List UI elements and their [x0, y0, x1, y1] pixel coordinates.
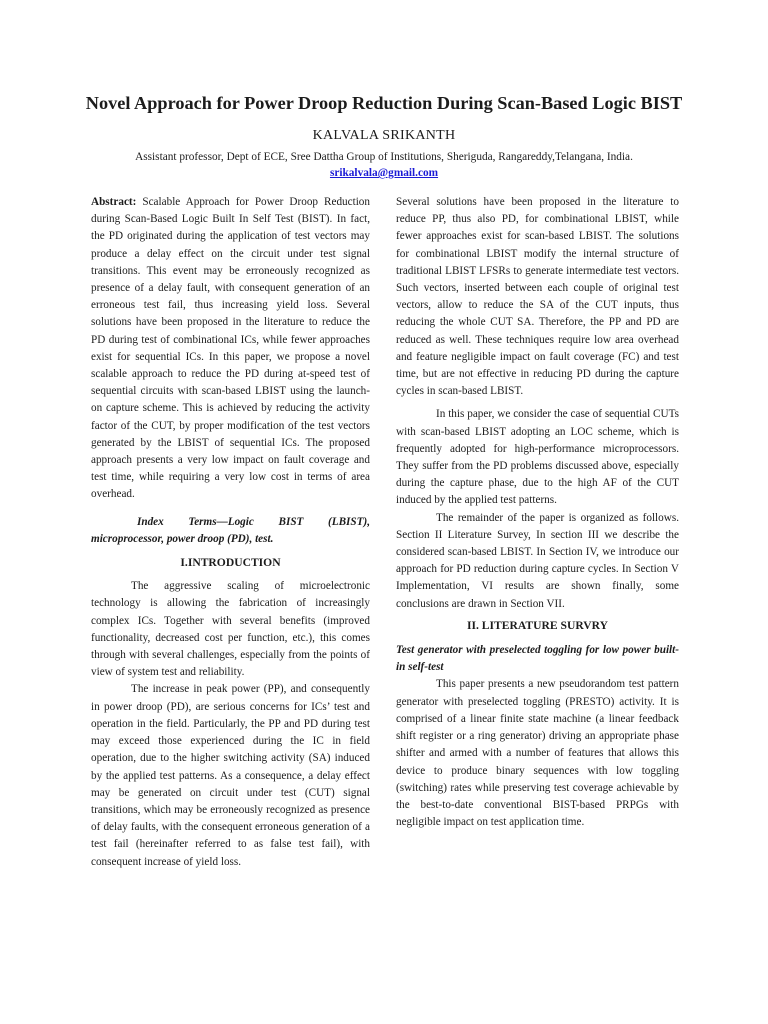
index-terms: Index Terms—Logic BIST (LBIST), microprocessor, power droop (PD), test.: [91, 515, 370, 545]
body-paragraph: In this paper, we consider the case of sequential CUTs with scan-based LBIST adopting an LOC scheme, which is frequently adopted for high-performance microprocessors. They suffer from the PD problems discussed above, especially during the capture phase, due to the high AF of the CUT induced by the applied test patterns.: [396, 408, 679, 507]
left-column: [91, 194, 370, 871]
author-name: KALVALA SRIKANTH: [312, 128, 456, 143]
body-paragraph: The remainder of the paper is organized as follows. Section II Literature Survey, In section III we describe the considered scan-based LBIST. In Section IV, we introduce our approach for PD reduction during capture cycles. In Section V Implementation, VI results are shown finally, some conclusions are drawn in Section VII.: [396, 511, 679, 610]
section-heading-literature-survey: II. LITERATURE SURVRY: [466, 618, 609, 632]
abstract-label: Abstract:: [91, 196, 137, 208]
author-email-line: [0, 167, 768, 179]
author-affiliation: Assistant professor, Dept of ECE, Sree Dattha Group of Institutions, Sheriguda, Rangareddy,Telangana, India.: [135, 151, 633, 163]
intro-paragraph: The increase in peak power (PP), and consequently in power droop (PD), are serious concerns for ICs’ test and operation in the field. Particularly, the PP and PD during test may exceed those experienced during the IC in field operation, due to the higher switching activity (SA) induced by the applied test patterns. As a consequence, a delay effect may be generated on circuit under test (CUT) signal transitions, which may be erroneously recognized as presence of delay faults, with the consequent erroneous generation of a test fail (hereinafter referred to as false test fail), with consequent increase of yield loss.: [91, 683, 370, 868]
abstract-text: Scalable Approach for Power Droop Reduction during Scan-Based Logic Built In Self Test (BIST). In fact, the PD originated during the application of test vectors may produce a delay effect on the circuit under test signal transitions. This event may be erroneously recognized as presence of a delay fault, with consequent generation of an erroneous test fail, thus increasing yield loss. Several solutions have been proposed in the literature to reduce the PD during test of combinational ICs, while fewer approaches exist for sequential ICs. In this paper, we propose a novel scalable approach to reduce the PD during at-speed test of sequential circuits with scan-based LBIST using the launch-on capture scheme. This is achieved by reducing the activity factor of the CUT, by proper modification of the test vectors generated by the LBIST of sequential ICs. The proposed approach presents a very low impact on fault coverage and test time, while requiring a very low cost in terms of area overhead.: [91, 196, 370, 501]
section-heading-introduction: I.INTRODUCTION: [180, 556, 281, 570]
author-email-link[interactable]: srikalvala@gmail.com: [329, 167, 439, 179]
abstract-paragraph: [91, 194, 370, 504]
subsection-heading: Test generator with preselected toggling for low power built-in self-test: [396, 644, 679, 674]
paper-title: Novel Approach for Power Droop Reduction During Scan-Based Logic BIST: [85, 93, 683, 113]
intro-paragraph: The aggressive scaling of microelectronic technology is allowing the fabrication of increasingly complex ICs. Together with several benefits (improved functionality, decreased cost per function, etc.), this comes through with several challenges, especially from the points of view of system test and reliability.: [91, 580, 370, 679]
subsection-paragraph: This paper presents a new pseudorandom test pattern generator with preselected toggling (PRESTO) activity. It is comprised of a linear finite state machine (a linear feedback shift register or a ring generator) driving an appropriate phase shifter and armed with a number of features that allows this device to produce binary sequences with low toggling (switching) rates while preserving test coverage achievable by the best-to-date conventional BIST-based PRPGs with negligible impact on test application time.: [396, 678, 679, 829]
right-column: [396, 194, 679, 831]
body-paragraph: Several solutions have been proposed in the literature to reduce PP, thus also PD, for combinational LBIST, while fewer approaches exist for scan-based LBIST. The solutions for combinational LBIST modify the internal structure of traditional LBIST LFSRs to generate intermediate test vectors. Such vectors, inserted between each couple of original test vectors, allow to reduce the SA of the CUT inputs, thus reducing the whole CUT SA. Therefore, the PP and PD are reduced as well. These techniques require low area overhead and feature negligible impact on fault coverage (FC) and test time, but are not effective in reducing PD during the capture cycles in scan-based LBIST.: [396, 196, 679, 398]
